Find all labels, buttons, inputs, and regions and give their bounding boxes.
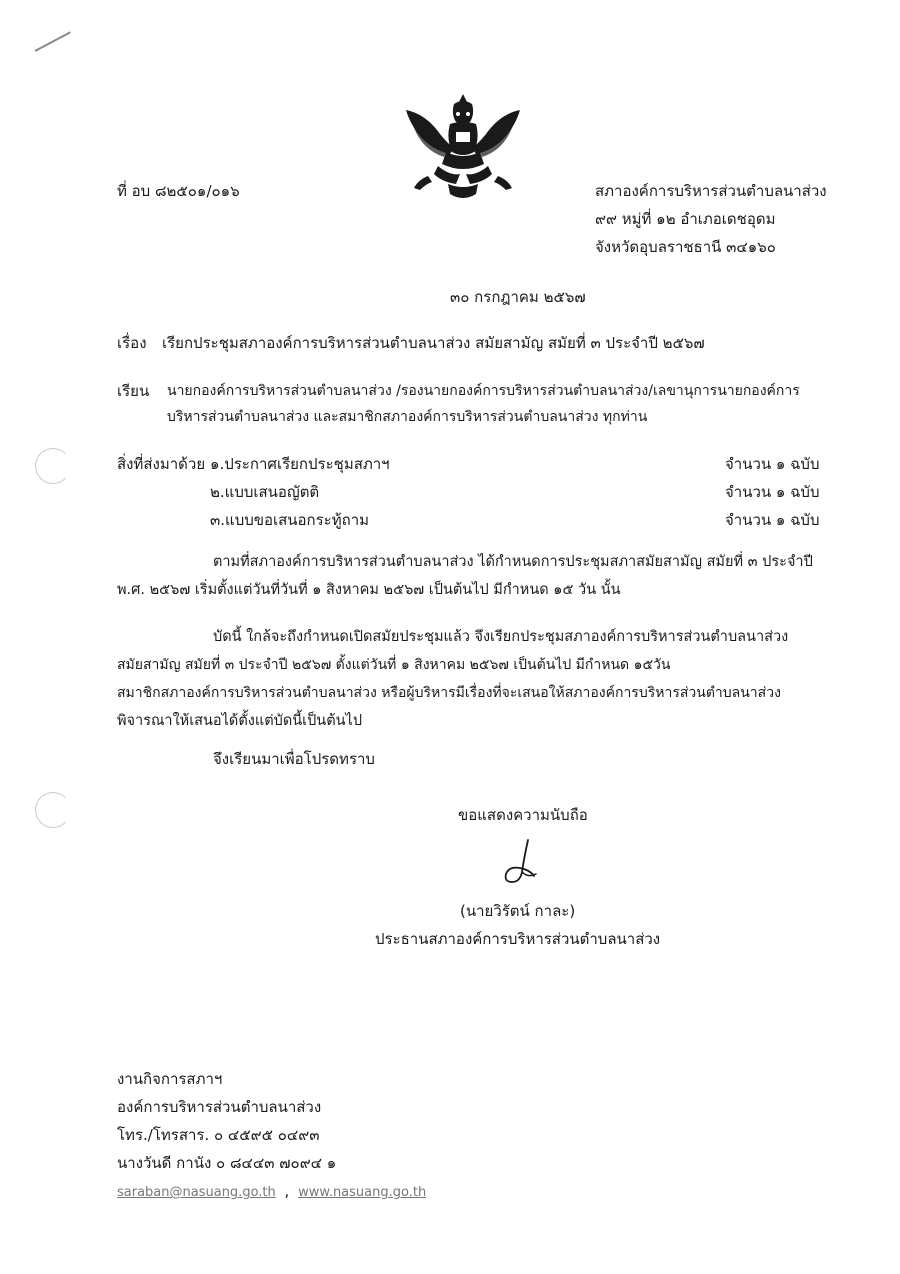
subject-text: เรียกประชุมสภาองค์การบริหารส่วนตำบลนาส่วง สมัยสามัญ สมัยที่ ๓ ประจำปี ๒๕๖๗	[162, 334, 705, 352]
footer-contact: นางวันดี กานัง ๐ ๘๔๔๓ ๗๐๙๔ ๑	[117, 1154, 337, 1172]
signatory-position: ประธานสภาองค์การบริหารส่วนตำบลนาส่วง	[375, 930, 661, 948]
body-paragraph1-line2: พ.ศ. ๒๕๖๗ เริ่มตั้งแต่วันที่วันที่ ๑ สิงหาคม ๒๕๖๗ เป็นต้นไป มีกำหนด ๑๕ วัน นั้น	[117, 582, 621, 598]
punch-hole-top	[35, 448, 71, 484]
footer-phone: โทร./โทรสาร. ๐ ๔๕๙๕ ๐๔๙๓	[117, 1126, 320, 1144]
link-separator: ,	[284, 1182, 290, 1200]
closing-line: จึงเรียนมาเพื่อโปรดทราบ	[213, 750, 375, 768]
sender-address-line1: ๙๙ หมู่ที่ ๑๒ อำเภอเดชอุดม	[595, 210, 776, 228]
enclosure-qty-2: จำนวน ๑ ฉบับ	[725, 483, 820, 501]
punch-hole-bottom	[35, 792, 71, 828]
subject-label: เรื่อง	[117, 334, 147, 352]
enclosure-item-2: ๒.แบบเสนอญัตติ	[210, 483, 320, 501]
enclosure-item-3: ๓.แบบขอเสนอกระทู้ถาม	[210, 511, 370, 529]
sender-address-line2: จังหวัดอุบลราชธานี ๓๔๑๖๐	[595, 238, 776, 256]
footer-links	[117, 1178, 426, 1206]
recipient-line2: บริหารส่วนตำบลนาส่วง และสมาชิกสภาองค์การบริหารส่วนตำบลนาส่วง ทุกท่าน	[167, 409, 648, 425]
regards-text: ขอแสดงความนับถือ	[458, 806, 588, 824]
document-date: ๓๐ กรกฎาคม ๒๕๖๗	[450, 288, 586, 306]
body-paragraph1-line1: ตามที่สภาองค์การบริหารส่วนตำบลนาส่วง ได้กำหนดการประชุมสภาสมัยสามัญ สมัยที่ ๓ ประจำปี	[213, 554, 813, 570]
handwritten-signature-icon	[500, 838, 544, 890]
body-paragraph2-line3: สมาชิกสภาองค์การบริหารส่วนตำบลนาส่วง หรือผู้บริหารมีเรื่องที่จะเสนอให้สภาองค์การบริหารส่วนตำบลนาส่วง	[117, 685, 781, 701]
footer-organization: องค์การบริหารส่วนตำบลนาส่วง	[117, 1098, 322, 1116]
body-paragraph2-line2: สมัยสามัญ สมัยที่ ๓ ประจำปี ๒๕๖๗ ตั้งแต่วันที่ ๑ สิงหาคม ๒๕๖๗ เป็นต้นไป มีกำหนด ๑๕วัน	[117, 657, 671, 673]
document-number: ที่ อบ ๘๒๕๐๑/๐๑๖	[117, 182, 240, 200]
enclosure-qty-1: จำนวน ๑ ฉบับ	[725, 455, 820, 473]
enclosure-qty-3: จำนวน ๑ ฉบับ	[725, 511, 820, 529]
enclosures-label: สิ่งที่ส่งมาด้วย	[117, 455, 206, 473]
garuda-emblem-icon	[398, 92, 528, 204]
body-paragraph2-line4: พิจารณาให้เสนอได้ตั้งแต่บัดนี้เป็นต้นไป	[117, 713, 363, 729]
sender-org: สภาองค์การบริหารส่วนตำบลนาส่วง	[595, 182, 827, 200]
enclosure-item-1: ๑.ประกาศเรียกประชุมสภาฯ	[210, 455, 390, 473]
footer-department: งานกิจการสภาฯ	[117, 1070, 223, 1088]
body-paragraph2-line1: บัดนี้ ใกล้จะถึงกำหนดเปิดสมัยประชุมแล้ว จึงเรียกประชุมสภาองค์การบริหารส่วนตำบลนาส่วง	[213, 629, 789, 645]
website-link[interactable]: www.nasuang.go.th	[298, 1185, 427, 1200]
signatory-name: (นายวิรัตน์ กาละ)	[460, 902, 576, 920]
recipient-label: เรียน	[117, 382, 150, 400]
recipient-line1: นายกองค์การบริหารส่วนตำบลนาส่วง /รองนายกองค์การบริหารส่วนตำบลนาส่วง/เลขานุการนายกองค์การ	[167, 383, 800, 399]
email-link[interactable]: saraban@nasuang.go.th	[117, 1185, 276, 1200]
scan-scratch-mark	[35, 31, 71, 52]
